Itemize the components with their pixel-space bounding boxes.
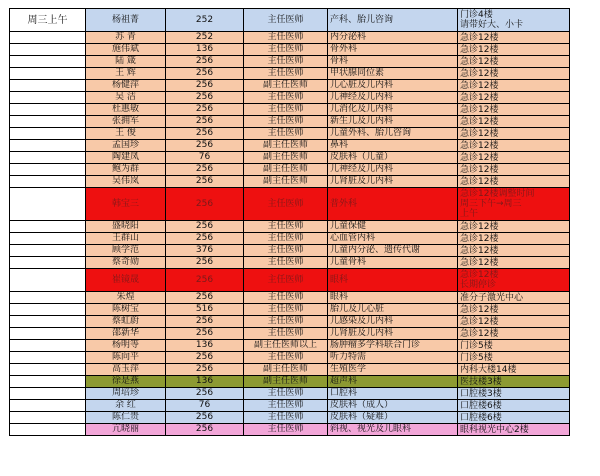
room-number: 256 [166,269,244,292]
table-row [10,176,570,188]
clinic-location: 门诊5楼 [458,340,570,352]
department: 儿神经及儿内科 [328,92,458,104]
blank-cell [10,116,86,128]
room-number: 256 [166,128,244,140]
doctor-title: 主任医师 [244,9,328,32]
clinic-location: 急诊12楼 [458,44,570,56]
table-row [10,128,570,140]
doctor-name: 朱煌 [86,292,166,304]
doctor-name: 陈树宝 [86,304,166,316]
blank-cell [10,245,86,257]
department: 心血管内科 [328,233,458,245]
blank-cell [10,412,86,424]
room-number: 256 [166,164,244,176]
doctor-name: 亢晓丽 [86,424,166,436]
doctor-name: 余 红 [86,400,166,412]
department: 眼科 [328,292,458,304]
doctor-name: 鲍为群 [86,164,166,176]
department: 皮肤科（儿童） [328,152,458,164]
department: 儿心脏及儿内科 [328,80,458,92]
doctor-name: 徐是燕 [86,376,166,388]
blank-cell [10,221,86,233]
doctor-name: 杨健萍 [86,80,166,92]
room-number: 256 [166,221,244,233]
clinic-location: 急诊12楼 [458,80,570,92]
department: 产科、胎儿咨询 [328,9,458,32]
blank-cell [10,104,86,116]
doctor-title: 主任医师 [244,328,328,340]
blank-cell [10,164,86,176]
clinic-location: 急诊12楼 [458,152,570,164]
blank-cell [10,424,86,436]
clinic-location: 急诊12楼 [458,233,570,245]
doctor-title: 主任医师 [244,188,328,221]
room-number: 256 [166,352,244,364]
doctor-name: 韩宝三 [86,188,166,221]
doctor-title: 主任医师 [244,316,328,328]
doctor-title: 主任医师 [244,245,328,257]
doctor-title: 主任医师 [244,221,328,233]
department: 儿童内分泌、遗传代谢 [328,245,458,257]
room-number: 252 [166,32,244,44]
table-row [10,304,570,316]
doctor-name: 陈仁贵 [86,412,166,424]
table-row [10,412,570,424]
doctor-name: 王 辉 [86,68,166,80]
department: 儿肾脏及儿内科 [328,328,458,340]
room-number: 256 [166,388,244,400]
blank-cell [10,44,86,56]
clinic-location: 急诊12楼 长期停诊 [458,269,570,292]
blank-cell [10,292,86,304]
department: 皮肤科（成人） [328,400,458,412]
doctor-name: 陈向平 [86,352,166,364]
doctor-title: 主任医师 [244,424,328,436]
blank-cell [10,388,86,400]
doctor-title: 副主任医师 [244,140,328,152]
table-row [10,221,570,233]
doctor-title: 主任医师 [244,292,328,304]
doctor-name: 邵新华 [86,328,166,340]
table-row [10,388,570,400]
blank-cell [10,364,86,376]
doctor-title: 副主任医师以上 [244,340,328,352]
clinic-location: 急诊12楼 [458,116,570,128]
table-row [10,424,570,436]
table-row [10,104,570,116]
doctor-name: 吴 洁 [86,92,166,104]
room-number: 256 [166,68,244,80]
table-row [10,80,570,92]
doctor-title: 副主任医师 [244,164,328,176]
blank-cell [10,80,86,92]
doctor-title: 主任医师 [244,44,328,56]
doctor-title: 副主任医师 [244,376,328,388]
table-row [10,44,570,56]
clinic-location: 急诊12楼 [458,245,570,257]
department: 骨外科 [328,44,458,56]
department: 甲状腺同位素 [328,68,458,80]
room-number: 76 [166,400,244,412]
room-number: 516 [166,304,244,316]
doctor-name: 苏 青 [86,32,166,44]
department: 内分泌科 [328,32,458,44]
table-row [10,364,570,376]
blank-cell [10,233,86,245]
table-row [10,68,570,80]
clinic-location: 门诊5楼 [458,352,570,364]
table-row [10,152,570,164]
doctor-name: 陶建凤 [86,152,166,164]
department: 听力特需 [328,352,458,364]
clinic-location: 急诊12楼 [458,221,570,233]
clinic-location: 急诊12楼 [458,92,570,104]
table-row [10,352,570,364]
clinic-location: 口腔楼3楼 [458,388,570,400]
department: 儿消化及儿内科 [328,104,458,116]
room-number: 76 [166,152,244,164]
clinic-location: 急诊12楼 [458,176,570,188]
blank-cell [10,140,86,152]
doctor-title: 副主任医师 [244,176,328,188]
clinic-location: 眼科视光中心2楼 [458,424,570,436]
doctor-name: 蔡奇勋 [86,257,166,269]
table-row [10,164,570,176]
blank-cell [10,128,86,140]
doctor-title: 副主任医师 [244,80,328,92]
doctor-name: 杨祖菁 [86,9,166,32]
doctor-name: 周培珍 [86,388,166,400]
clinic-location: 急诊12楼 [458,68,570,80]
clinic-location: 急诊12楼 [458,304,570,316]
table-row [10,292,570,304]
department: 新生儿及儿内科 [328,116,458,128]
doctor-title: 主任医师 [244,233,328,245]
table-row [10,245,570,257]
blank-cell [10,152,86,164]
doctor-title: 主任医师 [244,412,328,424]
doctor-title: 主任医师 [244,116,328,128]
doctor-title: 主任医师 [244,269,328,292]
doctor-name: 孟国珍 [86,140,166,152]
room-number: 256 [166,292,244,304]
department: 儿肾脏及儿内科 [328,176,458,188]
table-row [10,400,570,412]
clinic-location: 急诊12楼 [458,56,570,68]
doctor-name: 王 俊 [86,128,166,140]
department: 肠肿瘤多学科联合门诊 [328,340,458,352]
room-number: 376 [166,245,244,257]
doctor-title: 主任医师 [244,257,328,269]
room-number: 256 [166,140,244,152]
clinic-location: 急诊12楼 [458,140,570,152]
clinic-location: 口腔楼6楼 [458,412,570,424]
blank-cell [10,176,86,188]
room-number: 256 [166,364,244,376]
room-number: 256 [166,257,244,269]
department: 骨科 [328,56,458,68]
blank-cell [10,352,86,364]
doctor-name: 杨明等 [86,340,166,352]
blank-cell [10,340,86,352]
blank-cell [10,188,86,221]
table-row [10,140,570,152]
doctor-name: 高玉萍 [86,364,166,376]
room-number: 136 [166,44,244,56]
doctor-title: 主任医师 [244,304,328,316]
doctor-name: 吴伟岚 [86,176,166,188]
doctor-name: 崔镜晟 [86,269,166,292]
clinic-location: 急诊12楼调整时间 周三下午→周三 上午 [458,188,570,221]
clinic-location: 急诊12楼 [458,104,570,116]
blank-cell [10,400,86,412]
table-row [10,328,570,340]
doctor-title: 副主任医师 [244,364,328,376]
clinic-location: 急诊12楼 [458,32,570,44]
table-row [10,257,570,269]
department: 儿童外科、胎儿咨询 [328,128,458,140]
table-row [10,9,570,32]
clinic-location: 医技楼3楼 [458,376,570,388]
department: 儿感染及儿内科 [328,316,458,328]
doctor-title: 副主任医师 [244,152,328,164]
day-label: 周三上午 [10,9,86,32]
doctor-name: 陆 箴 [86,56,166,68]
department: 超声科 [328,376,458,388]
doctor-title: 主任医师 [244,92,328,104]
doctor-title: 主任医师 [244,400,328,412]
clinic-location: 口腔楼6楼 [458,400,570,412]
clinic-location: 急诊12楼 [458,128,570,140]
table-row [10,376,570,388]
room-number: 256 [166,104,244,116]
table-row [10,316,570,328]
blank-cell [10,56,86,68]
room-number: 256 [166,176,244,188]
room-number: 136 [166,376,244,388]
table-row [10,340,570,352]
doctor-title: 主任医师 [244,352,328,364]
doctor-name: 顾学范 [86,245,166,257]
doctor-title: 主任医师 [244,68,328,80]
room-number: 256 [166,412,244,424]
department: 鼻科 [328,140,458,152]
room-number: 256 [166,56,244,68]
table-row [10,116,570,128]
doctor-title: 主任医师 [244,128,328,140]
blank-cell [10,92,86,104]
department: 眼科 [328,269,458,292]
table-row [10,188,570,221]
doctor-name: 杜惠敏 [86,104,166,116]
doctor-title: 主任医师 [244,104,328,116]
blank-cell [10,376,86,388]
room-number: 136 [166,340,244,352]
clinic-location: 急诊12楼 [458,316,570,328]
department: 儿神经及儿内科 [328,164,458,176]
clinic-location: 内科大楼14楼 [458,364,570,376]
doctor-name: 盛晓阳 [86,221,166,233]
clinic-location: 急诊12楼 [458,328,570,340]
room-number: 256 [166,233,244,245]
department: 普外科 [328,188,458,221]
clinic-location: 急诊12楼 [458,164,570,176]
room-number: 256 [166,92,244,104]
doctor-name: 施伟斌 [86,44,166,56]
doctor-title: 主任医师 [244,32,328,44]
doctor-name: 张拥军 [86,116,166,128]
department: 皮肤科（疑难） [328,412,458,424]
doctor-title: 主任医师 [244,388,328,400]
department: 儿童保健 [328,221,458,233]
clinic-schedule-table [9,8,570,436]
room-number: 256 [166,316,244,328]
clinic-location: 准分子激光中心 [458,292,570,304]
room-number: 256 [166,188,244,221]
room-number: 256 [166,328,244,340]
doctor-name: 王群山 [86,233,166,245]
blank-cell [10,32,86,44]
table-row [10,269,570,292]
clinic-location: 急诊12楼 [458,257,570,269]
room-number: 256 [166,116,244,128]
table-row [10,92,570,104]
table-row [10,56,570,68]
blank-cell [10,328,86,340]
department: 儿童骨科 [328,257,458,269]
doctor-name: 蔡虹蔚 [86,316,166,328]
room-number: 252 [166,9,244,32]
department: 斜视、视光及儿眼科 [328,424,458,436]
department: 生殖医学 [328,364,458,376]
department: 口腔科 [328,388,458,400]
clinic-location: 门诊4楼 请带好大、小卡 [458,9,570,32]
table-row [10,32,570,44]
room-number: 256 [166,424,244,436]
blank-cell [10,304,86,316]
department: 胎儿及儿心脏 [328,304,458,316]
blank-cell [10,68,86,80]
blank-cell [10,316,86,328]
room-number: 256 [166,80,244,92]
blank-cell [10,269,86,292]
blank-cell [10,257,86,269]
table-row [10,233,570,245]
doctor-title: 主任医师 [244,56,328,68]
